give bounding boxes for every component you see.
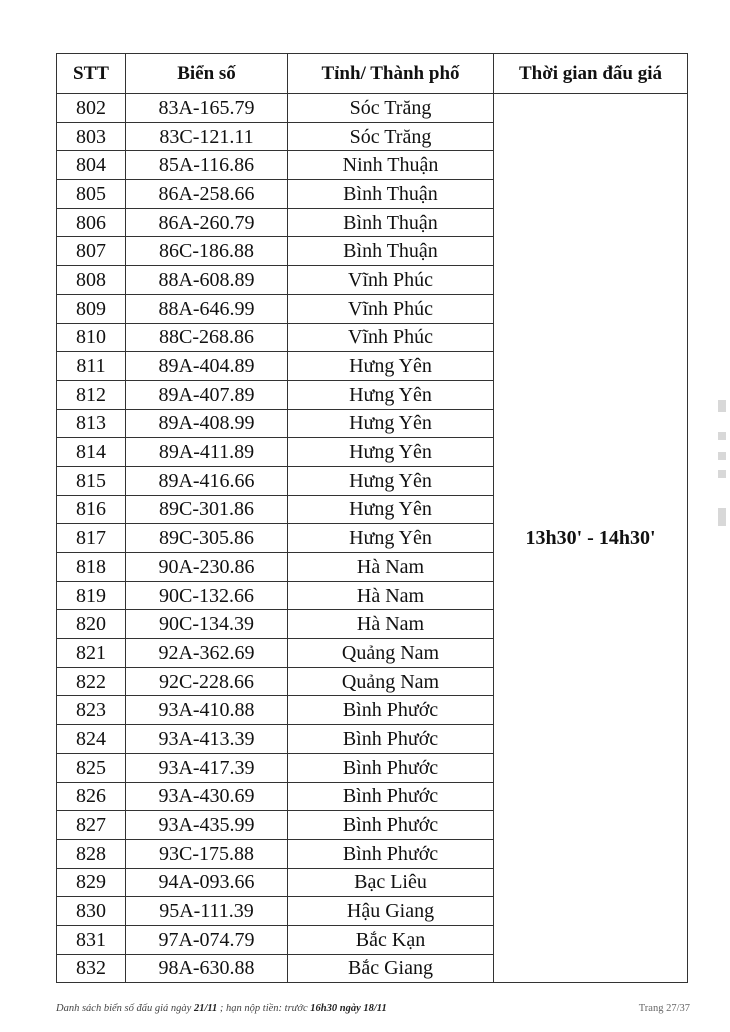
header-province: Tỉnh/ Thành phố [288,54,494,94]
stt-cell: 823 [57,696,126,725]
plate-number-cell: 89A-407.89 [126,380,288,409]
stt-cell: 814 [57,438,126,467]
stt-cell: 826 [57,782,126,811]
stt-cell: 806 [57,208,126,237]
plate-number-cell: 89A-416.66 [126,466,288,495]
plate-number-cell: 95A-111.39 [126,897,288,926]
province-cell: Bình Phước [288,811,494,840]
province-cell: Bình Phước [288,725,494,754]
plate-number-cell: 90C-134.39 [126,610,288,639]
scan-edge-mark [718,452,726,460]
plate-number-cell: 93A-430.69 [126,782,288,811]
stt-cell: 803 [57,122,126,151]
stt-cell: 822 [57,667,126,696]
plate-number-cell: 86A-260.79 [126,208,288,237]
plate-number-cell: 93A-417.39 [126,753,288,782]
table-body [57,94,688,983]
province-cell: Hưng Yên [288,352,494,381]
stt-cell: 818 [57,553,126,582]
plate-number-cell: 83C-121.11 [126,122,288,151]
stt-cell: 819 [57,581,126,610]
plate-number-cell: 92A-362.69 [126,639,288,668]
scan-edge-mark [718,508,726,526]
plate-number-cell: 98A-630.88 [126,954,288,983]
plate-number-cell: 90A-230.86 [126,553,288,582]
province-cell: Bình Thuận [288,180,494,209]
header-plate-number: Biển số [126,54,288,94]
stt-cell: 816 [57,495,126,524]
scan-edge-mark [718,470,726,478]
province-cell: Hưng Yên [288,466,494,495]
province-cell: Bình Phước [288,753,494,782]
province-cell: Hưng Yên [288,495,494,524]
stt-cell: 815 [57,466,126,495]
province-cell: Bình Phước [288,839,494,868]
province-cell: Bình Thuận [288,208,494,237]
province-cell: Bình Thuận [288,237,494,266]
stt-cell: 824 [57,725,126,754]
header-auction-time: Thời gian đấu giá [494,54,688,94]
stt-cell: 830 [57,897,126,926]
province-cell: Vĩnh Phúc [288,294,494,323]
plate-number-cell: 89C-305.86 [126,524,288,553]
province-cell: Hưng Yên [288,438,494,467]
plate-auction-table [56,53,688,983]
province-cell: Ninh Thuận [288,151,494,180]
plate-number-cell: 89A-404.89 [126,352,288,381]
plate-number-cell: 88A-608.89 [126,266,288,295]
table-row [57,94,688,123]
scan-edge-mark [718,432,726,440]
plate-number-cell: 89C-301.86 [126,495,288,524]
stt-cell: 809 [57,294,126,323]
plate-number-cell: 93A-435.99 [126,811,288,840]
plate-number-cell: 86C-186.88 [126,237,288,266]
stt-cell: 820 [57,610,126,639]
stt-cell: 817 [57,524,126,553]
plate-number-cell: 83A-165.79 [126,94,288,123]
stt-cell: 805 [57,180,126,209]
auction-time-cell: 13h30' - 14h30' [494,94,688,983]
stt-cell: 804 [57,151,126,180]
province-cell: Bắc Kạn [288,925,494,954]
stt-cell: 811 [57,352,126,381]
stt-cell: 828 [57,839,126,868]
province-cell: Bình Phước [288,696,494,725]
stt-cell: 812 [57,380,126,409]
footer-payment-deadline: 16h30 ngày 18/11 [310,1003,387,1014]
stt-cell: 831 [57,925,126,954]
province-cell: Hưng Yên [288,380,494,409]
province-cell: Vĩnh Phúc [288,323,494,352]
plate-number-cell: 93A-413.39 [126,725,288,754]
plate-number-cell: 94A-093.66 [126,868,288,897]
province-cell: Hậu Giang [288,897,494,926]
province-cell: Vĩnh Phúc [288,266,494,295]
plate-number-cell: 88C-268.86 [126,323,288,352]
stt-cell: 827 [57,811,126,840]
province-cell: Bắc Giang [288,954,494,983]
footer-text-prefix: Danh sách biển số đấu giá ngày [56,1003,192,1014]
stt-cell: 829 [57,868,126,897]
footer-text-middle: ; hạn nộp tiền: trước [219,1003,308,1014]
province-cell: Bạc Liêu [288,868,494,897]
scan-edge-mark [718,400,726,412]
province-cell: Quảng Nam [288,639,494,668]
province-cell: Hà Nam [288,581,494,610]
province-cell: Hưng Yên [288,524,494,553]
plate-number-cell: 86A-258.66 [126,180,288,209]
plate-number-cell: 88A-646.99 [126,294,288,323]
footer-auction-date: 21/11 [193,1003,218,1014]
table-header [57,54,688,94]
plate-number-cell: 89A-408.99 [126,409,288,438]
plate-number-cell: 89A-411.89 [126,438,288,467]
page-number: Trang 27/37 [638,1003,690,1014]
plate-number-cell: 90C-132.66 [126,581,288,610]
province-cell: Hà Nam [288,553,494,582]
stt-cell: 813 [57,409,126,438]
stt-cell: 808 [57,266,126,295]
province-cell: Sóc Trăng [288,122,494,151]
header-stt: STT [57,54,126,94]
stt-cell: 810 [57,323,126,352]
stt-cell: 807 [57,237,126,266]
plate-number-cell: 92C-228.66 [126,667,288,696]
plate-number-cell: 85A-116.86 [126,151,288,180]
document-footer [56,1003,730,1014]
plate-number-cell: 93C-175.88 [126,839,288,868]
stt-cell: 821 [57,639,126,668]
province-cell: Hà Nam [288,610,494,639]
plate-number-cell: 93A-410.88 [126,696,288,725]
stt-cell: 832 [57,954,126,983]
province-cell: Sóc Trăng [288,94,494,123]
province-cell: Quảng Nam [288,667,494,696]
province-cell: Hưng Yên [288,409,494,438]
province-cell: Bình Phước [288,782,494,811]
plate-number-cell: 97A-074.79 [126,925,288,954]
stt-cell: 802 [57,94,126,123]
stt-cell: 825 [57,753,126,782]
